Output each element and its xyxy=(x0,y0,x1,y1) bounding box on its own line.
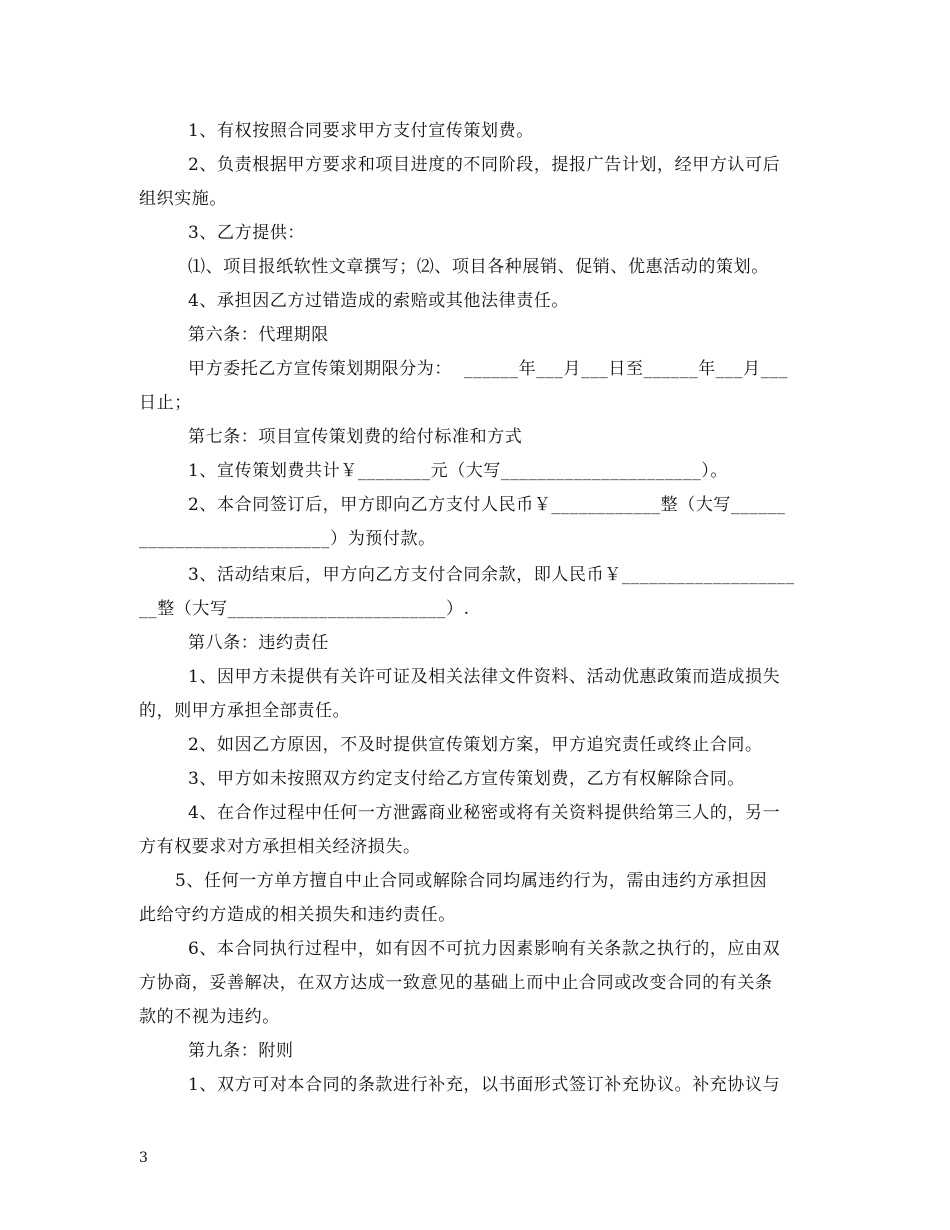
text-line: 甲方委托乙方宣传策划期限分为： ______年___月___日至______年___月___ xyxy=(188,359,789,379)
section-heading: 第八条：违约责任 xyxy=(188,633,329,653)
text-line: 3、活动结束后，甲方向乙方支付合同余款，即人民币￥___________________ xyxy=(188,565,795,585)
text-line: 2、本合同签订后，甲方即向乙方支付人民币￥____________整（大写______ xyxy=(188,495,786,515)
section-heading: 第七条：项目宣传策划费的给付标准和方式 xyxy=(188,427,523,447)
text-line: 方有权要求对方承担相关经济损失。 xyxy=(139,837,421,857)
text-line: 1、有权按照合同要求甲方支付宣传策划费。 xyxy=(188,121,534,141)
text-line: 5、任何一方单方擅自中止合同或解除合同均属违约行为，需由违约方承担因 xyxy=(175,871,768,891)
section-heading: 第九条：附则 xyxy=(188,1041,294,1061)
text-line: 3、甲方如未按照双方约定支付给乙方宣传策划费，乙方有权解除合同。 xyxy=(188,769,746,789)
text-line: 组织实施。 xyxy=(139,189,227,209)
text-line: 4、承担因乙方过错造成的索赔或其他法律责任。 xyxy=(188,291,570,311)
text-line: _____________________）为预付款。 xyxy=(139,529,436,549)
text-line: 的，则甲方承担全部责任。 xyxy=(139,701,351,721)
text-line: 4、在合作过程中任何一方泄露商业秘密或将有关资料提供给第三人的，另一 xyxy=(188,803,781,823)
text-line: 1、因甲方未提供有关许可证及相关法律文件资料、活动优惠政策而造成损失 xyxy=(188,667,781,687)
text-line: 此给守约方造成的相关损失和违约责任。 xyxy=(139,905,456,925)
text-line: __整（大写________________________）. xyxy=(139,599,470,619)
section-heading: 第六条：代理期限 xyxy=(188,325,329,345)
text-line: 1、双方可对本合同的条款进行补充，以书面形式签订补充协议。补充协议与 xyxy=(188,1075,781,1095)
text-line: 1、宣传策划费共计￥________元（大写______________________）。 xyxy=(188,461,728,481)
text-line: 方协商，妥善解决，在双方达成一致意见的基础上而中止合同或改变合同的有关条 xyxy=(139,973,773,993)
text-line: 3、乙方提供： xyxy=(188,223,306,243)
text-line: 2、负责根据甲方要求和项目进度的不同阶段，提报广告计划，经甲方认可后 xyxy=(188,155,781,175)
text-line: 6、本合同执行过程中，如有因不可抗力因素影响有关条款之执行的，应由双 xyxy=(188,939,781,959)
text-line: 日止； xyxy=(139,393,192,413)
page-number: 3 xyxy=(139,1150,148,1166)
text-line: 2、如因乙方原因，不及时提供宣传策划方案，甲方追究责任或终止合同。 xyxy=(188,735,763,755)
text-line: 款的不视为违约。 xyxy=(139,1007,280,1027)
text-line: ⑴、项目报纸软性文章撰写；⑵、项目各种展销、促销、优惠活动的策划。 xyxy=(188,257,769,277)
